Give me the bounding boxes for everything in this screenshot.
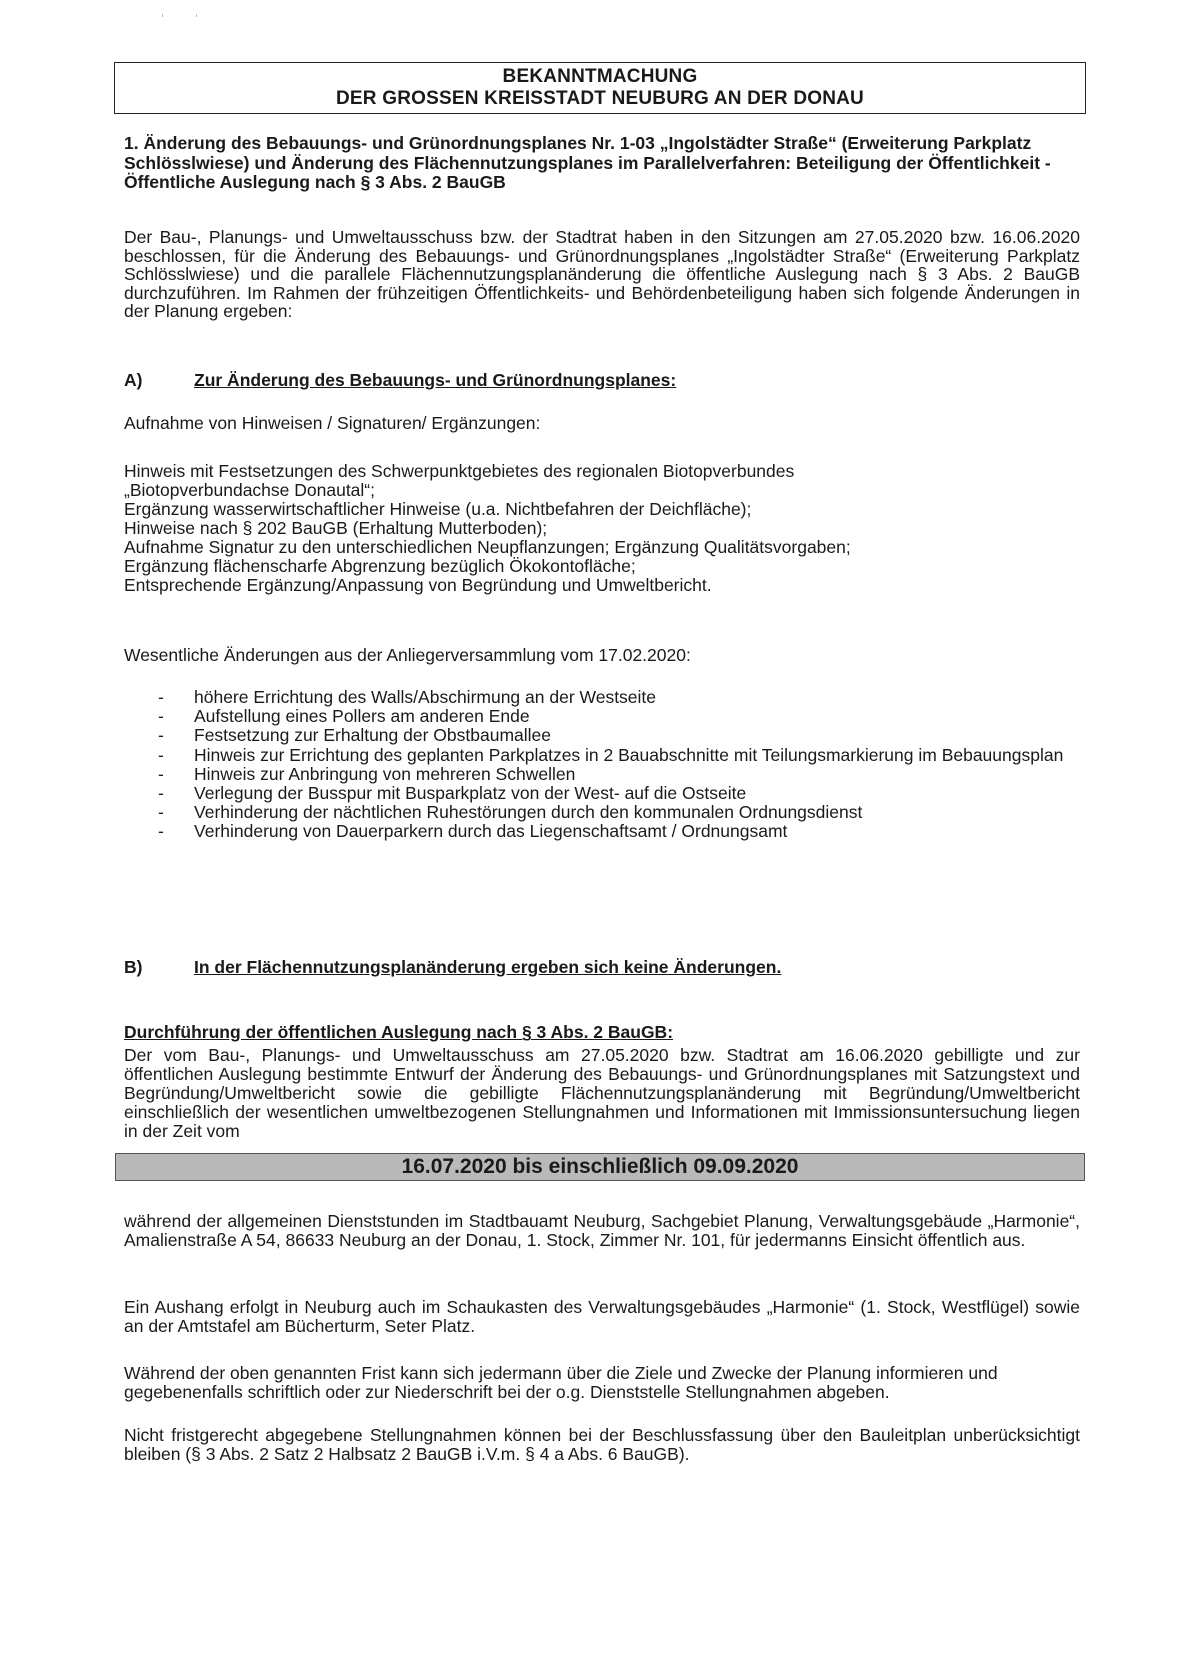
section-a-line: Ergänzung flächenscharfe Abgrenzung bezüglich Ökokontofläche; xyxy=(124,556,636,576)
scan-artifact xyxy=(162,14,202,16)
list-item-text: höhere Errichtung des Walls/Abschirmung an der Westseite xyxy=(194,687,657,707)
announcement-header xyxy=(114,62,1086,114)
section-a-heading xyxy=(124,370,1080,391)
dash-bullet: - xyxy=(158,763,164,784)
list-item-text: Hinweis zur Anbringung von mehreren Schwellen xyxy=(194,763,576,784)
section-b-letter: B) xyxy=(124,957,143,977)
section-a-line: Aufnahme Signatur zu den unterschiedlichen Neupflanzungen; Ergänzung Qualitätsvorgaben; xyxy=(124,537,851,557)
dash-bullet: - xyxy=(158,706,164,727)
comment-paragraph: Während der oben genannten Frist kann sich jedermann über die Ziele und Zwecke der Planung informieren und gegebenenfalls schriftlich oder zur Niederschrift bei der o.g. Dienststelle Stellungnahmen abgeben. xyxy=(124,1363,998,1403)
list-item xyxy=(124,765,1080,784)
list-item-text: Festsetzung zur Erhaltung der Obstbaumallee xyxy=(194,725,551,746)
list-item xyxy=(124,784,1080,803)
section-a-lines xyxy=(124,462,1080,595)
section-a-line: Ergänzung wasserwirtschaftlicher Hinweise (u.a. Nichtbefahren der Deichfläche); xyxy=(124,499,752,519)
section-b-title: In der Flächennutzungsplanänderung ergeben sich keine Änderungen. xyxy=(194,957,782,977)
dash-bullet: - xyxy=(158,687,164,707)
dash-bullet: - xyxy=(158,783,164,804)
late-submissions-paragraph: Nicht fristgerecht abgegebene Stellungnahmen können bei der Beschlussfassung über den Bauleitplan unberücksichtigt bleiben (§ 3 Abs. 2 Satz 2 Halbsatz 2 BauGB i.V.m. § 4 a Abs. 6 BauGB). xyxy=(124,1425,1080,1465)
list-item xyxy=(124,726,1080,745)
intro-paragraph: Der Bau-, Planungs- und Umweltausschuss bzw. der Stadtrat haben in den Sitzungen am 27.05.2020 bzw. 16.06.2020 beschlossen, für die Änderung des Bebauungs- und Grünordnungsplanes „Ingolstädter Straße“ (Erweiterung Parkplatz Schlösslwiese) und die parallele Flächennutzungsplanänderung die öffentliche Auslegung nach § 3 Abs. 2 BauGB durchzuführen. Im Rahmen der frühzeitigen Öffentlichkeits- und Behördenbeteiligung haben sich folgende Änderungen in der Planung ergeben: xyxy=(124,227,1080,322)
list-item xyxy=(124,707,1080,726)
section-a-title: Zur Änderung des Bebauungs- und Grünordnungsplanes: xyxy=(194,370,677,390)
section-b-heading xyxy=(124,957,1080,978)
list-item-text: Verhinderung von Dauerparkern durch das Liegenschaftsamt / Ordnungsamt xyxy=(194,821,788,842)
header-line-2: DER GROSSEN KREISSTADT NEUBURG AN DER DONAU xyxy=(336,88,864,109)
section-a-line: Hinweise nach § 202 BauGB (Erhaltung Mutterboden); xyxy=(124,518,548,538)
list-item-text: Hinweis zur Errichtung des geplanten Parkplatzes in 2 Bauabschnitte mit Teilungsmarkierung im Bebauungsplan xyxy=(194,744,1064,765)
list-item-text: Verhinderung der nächtlichen Ruhestörungen durch den kommunalen Ordnungsdienst xyxy=(194,802,863,823)
section-a-line: „Biotopverbundachse Donautal“; xyxy=(124,480,375,500)
changes-list xyxy=(124,688,1080,842)
dash-bullet: - xyxy=(158,821,164,842)
section-a-intro: Aufnahme von Hinweisen / Signaturen/ Ergänzungen: xyxy=(124,413,541,433)
subject-heading: 1. Änderung des Bebauungs- und Grünordnungsplanes Nr. 1-03 „Ingolstädter Straße“ (Erweiterung Parkplatz Schlösslwiese) und Änderung des Flächennutzungsplanes im Parallelverfahren: Beteiligung der Öffentlichkeit - Öffentliche Auslegung nach § 3 Abs. 2 BauGB xyxy=(124,133,1051,192)
section-a-line: Hinweis mit Festsetzungen des Schwerpunktgebietes des regionalen Biotopverbundes xyxy=(124,461,795,481)
header-line-1: BEKANNTMACHUNG xyxy=(502,66,698,87)
list-item xyxy=(124,822,1080,841)
list-item xyxy=(124,803,1080,822)
conduct-heading: Durchführung der öffentlichen Auslegung nach § 3 Abs. 2 BauGB: xyxy=(124,1022,674,1042)
list-item-text: Verlegung der Busspur mit Busparkplatz von der West- auf die Ostseite xyxy=(194,783,747,804)
dash-bullet: - xyxy=(158,725,164,746)
notice-paragraph: Ein Aushang erfolgt in Neuburg auch im Schaukasten des Verwaltungsgebäudes „Harmonie“ (1. Stock, Westflügel) sowie an der Amtstafel am Bücherturm, Seter Platz. xyxy=(124,1297,1080,1337)
meeting-intro: Wesentliche Änderungen aus der Anliegerversammlung vom 17.02.2020: xyxy=(124,645,691,665)
conduct-paragraph: Der vom Bau-, Planungs- und Umweltausschuss am 27.05.2020 bzw. Stadtrat am 16.06.2020 gebilligte und zur öffentlichen Auslegung bestimmte Entwurf der Änderung des Bebauungs- und Grünordnungsplanes mit Satzungstext und Begründung/Umweltbericht sowie die gebilligte Flächennutzungsplanänderung mit Begründung/Umweltbericht einschließlich der wesentlichen umweltbezogenen Stellungnahmen und Informationen mit Immissionsuntersuchung liegen in der Zeit vom xyxy=(124,1045,1080,1141)
dash-bullet: - xyxy=(158,802,164,823)
office-hours-paragraph: während der allgemeinen Dienststunden im Stadtbauamt Neuburg, Sachgebiet Planung, Verwaltungsgebäude „Harmonie“, Amalienstraße A 54, 86633 Neuburg an der Donau, 1. Stock, Zimmer Nr. 101, für jedermanns Einsicht öffentlich aus. xyxy=(124,1211,1080,1251)
list-item xyxy=(124,746,1080,765)
period-banner: 16.07.2020 bis einschließlich 09.09.2020 xyxy=(115,1153,1085,1181)
section-a-letter: A) xyxy=(124,370,143,390)
list-item xyxy=(124,688,1080,707)
list-item-text: Aufstellung eines Pollers am anderen Ende xyxy=(194,706,530,727)
dash-bullet: - xyxy=(158,744,164,765)
section-a-line: Entsprechende Ergänzung/Anpassung von Begründung und Umweltbericht. xyxy=(124,575,712,595)
